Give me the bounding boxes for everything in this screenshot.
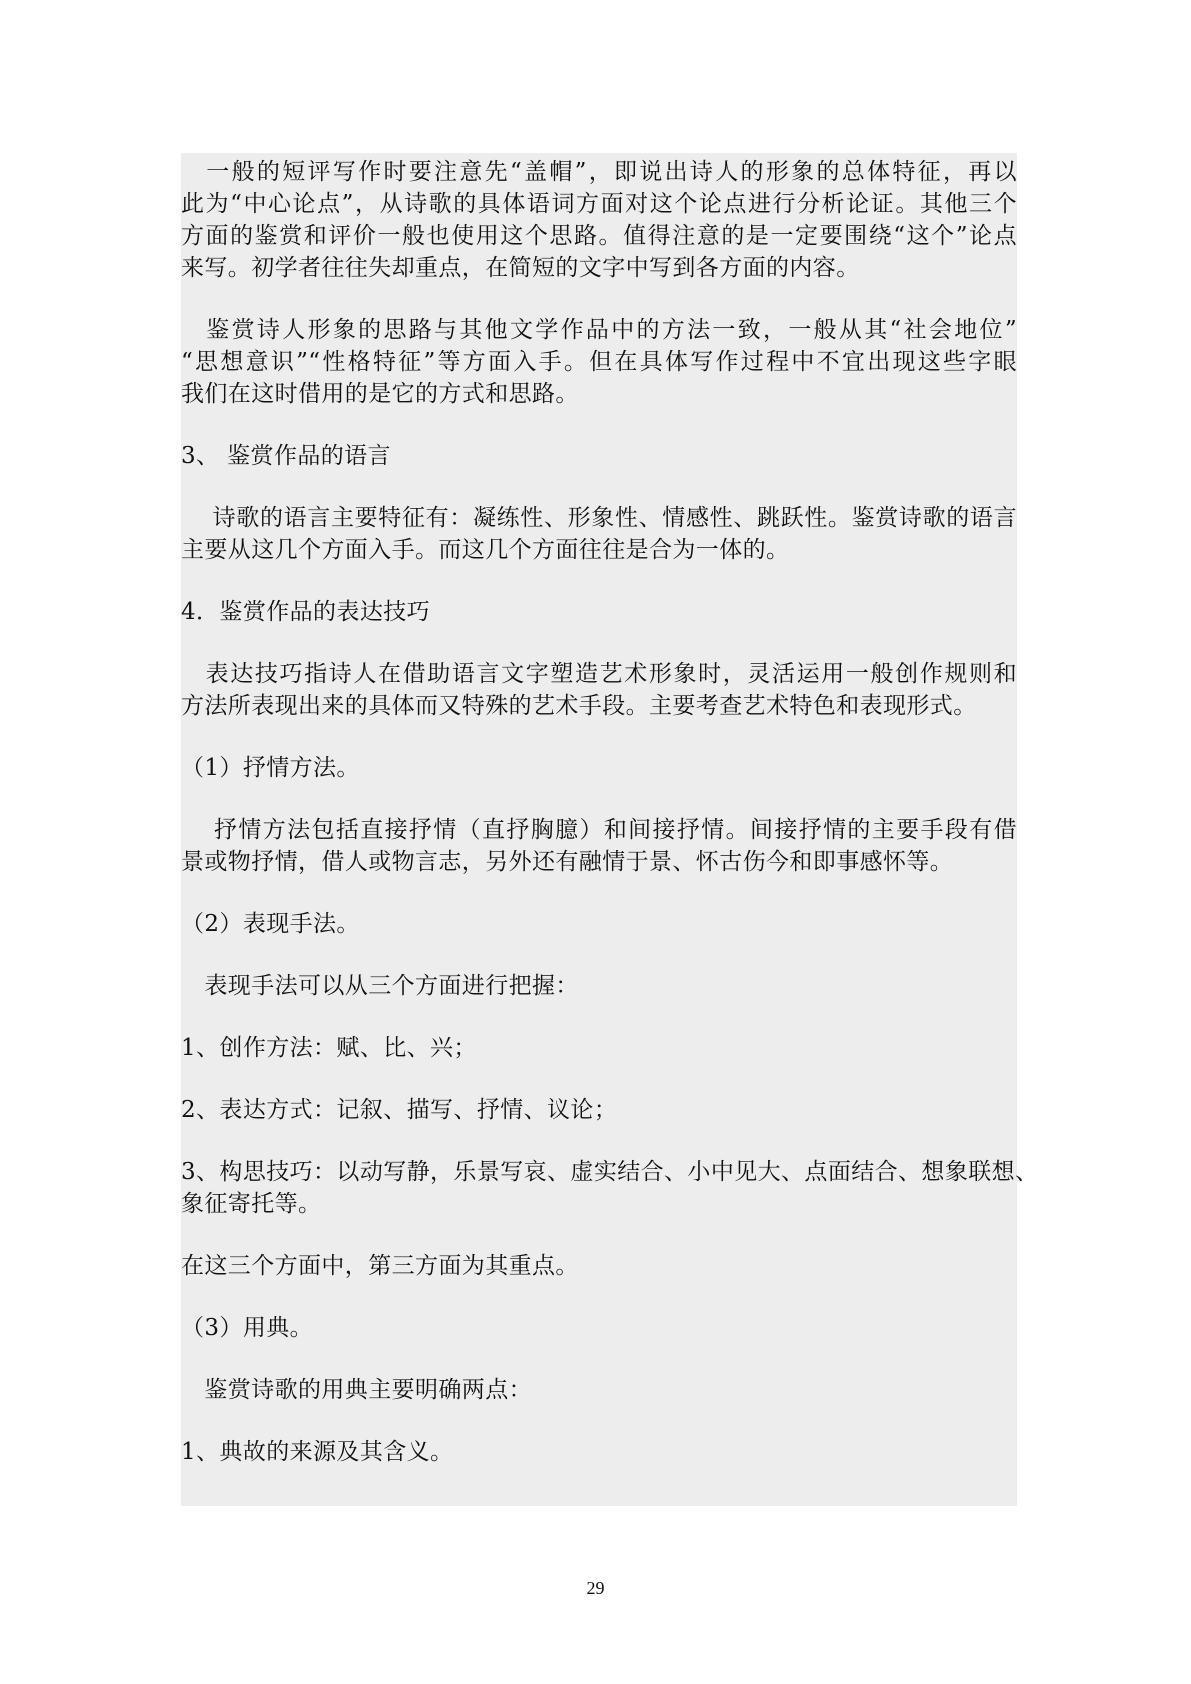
paragraph-line: 来写。初学者往往失却重点，在简短的文字中写到各方面的内容。 <box>181 255 860 281</box>
paragraph-line: 诗歌的语言主要特征有：凝练性、形象性、情感性、跳跃性。鉴赏诗歌的语言 <box>181 505 1017 531</box>
list-item-continuation: 象征寄托等。 <box>181 1191 322 1217</box>
paragraph-line: 方法所表现出来的具体而又特殊的艺术手段。主要考查艺术特色和表现形式。 <box>181 693 977 719</box>
subsection-heading: （3）用典。 <box>181 1315 314 1341</box>
paragraph-line: 表达技巧指诗人在借助语言文字塑造艺术形象时，灵活运用一般创作规则和 <box>181 661 1017 687</box>
paragraph-line: 一般的短评写作时要注意先“盖帽”，即说出诗人的形象的总体特征，再以 <box>181 159 1017 185</box>
subsection-heading: （1）抒情方法。 <box>181 755 360 781</box>
list-item: 1、典故的来源及其含义。 <box>181 1439 454 1465</box>
section-heading: 4．鉴赏作品的表达技巧 <box>181 599 431 625</box>
paragraph-line: 在这三个方面中，第三方面为其重点。 <box>181 1253 579 1279</box>
paragraph-line: 此为“中心论点”，从诗歌的具体语词方面对这个论点进行分析论证。其他三个 <box>181 191 1017 217</box>
page-number: 29 <box>586 1578 605 1598</box>
paragraph-line: 鉴赏诗人形象的思路与其他文学作品中的方法一致，一般从其“社会地位” <box>181 317 1017 343</box>
paragraph-line: 我们在这时借用的是它的方式和思路。 <box>181 381 579 407</box>
paragraph-line: 主要从这几个方面入手。而这几个方面往往是合为一体的。 <box>181 537 790 563</box>
paragraph-line: 抒情方法包括直接抒情（直抒胸臆）和间接抒情。间接抒情的主要手段有借 <box>181 817 1017 843</box>
paragraph-line: 表现手法可以从三个方面进行把握： <box>181 973 579 999</box>
paragraph-line: 方面的鉴赏和评价一般也使用这个思路。值得注意的是一定要围绕“这个”论点 <box>181 223 1017 249</box>
section-heading: 3、 鉴赏作品的语言 <box>181 443 391 469</box>
list-item: 2、表达方式：记叙、描写、抒情、议论； <box>181 1097 618 1123</box>
subsection-heading: （2）表现手法。 <box>181 911 360 937</box>
paragraph-line: 鉴赏诗歌的用典主要明确两点： <box>181 1377 532 1403</box>
list-item: 3、构思技巧：以动写静，乐景写哀、虚实结合、小中见大、点面结合、想象联想、 <box>181 1159 1039 1185</box>
paragraph-line: “思想意识”“性格特征”等方面入手。但在具体写作过程中不宜出现这些字眼 <box>181 349 1017 375</box>
list-item: 1、创作方法：赋、比、兴； <box>181 1035 477 1061</box>
paragraph-line: 景或物抒情，借人或物言志，另外还有融情于景、怀古伤今和即事感怀等。 <box>181 849 954 875</box>
